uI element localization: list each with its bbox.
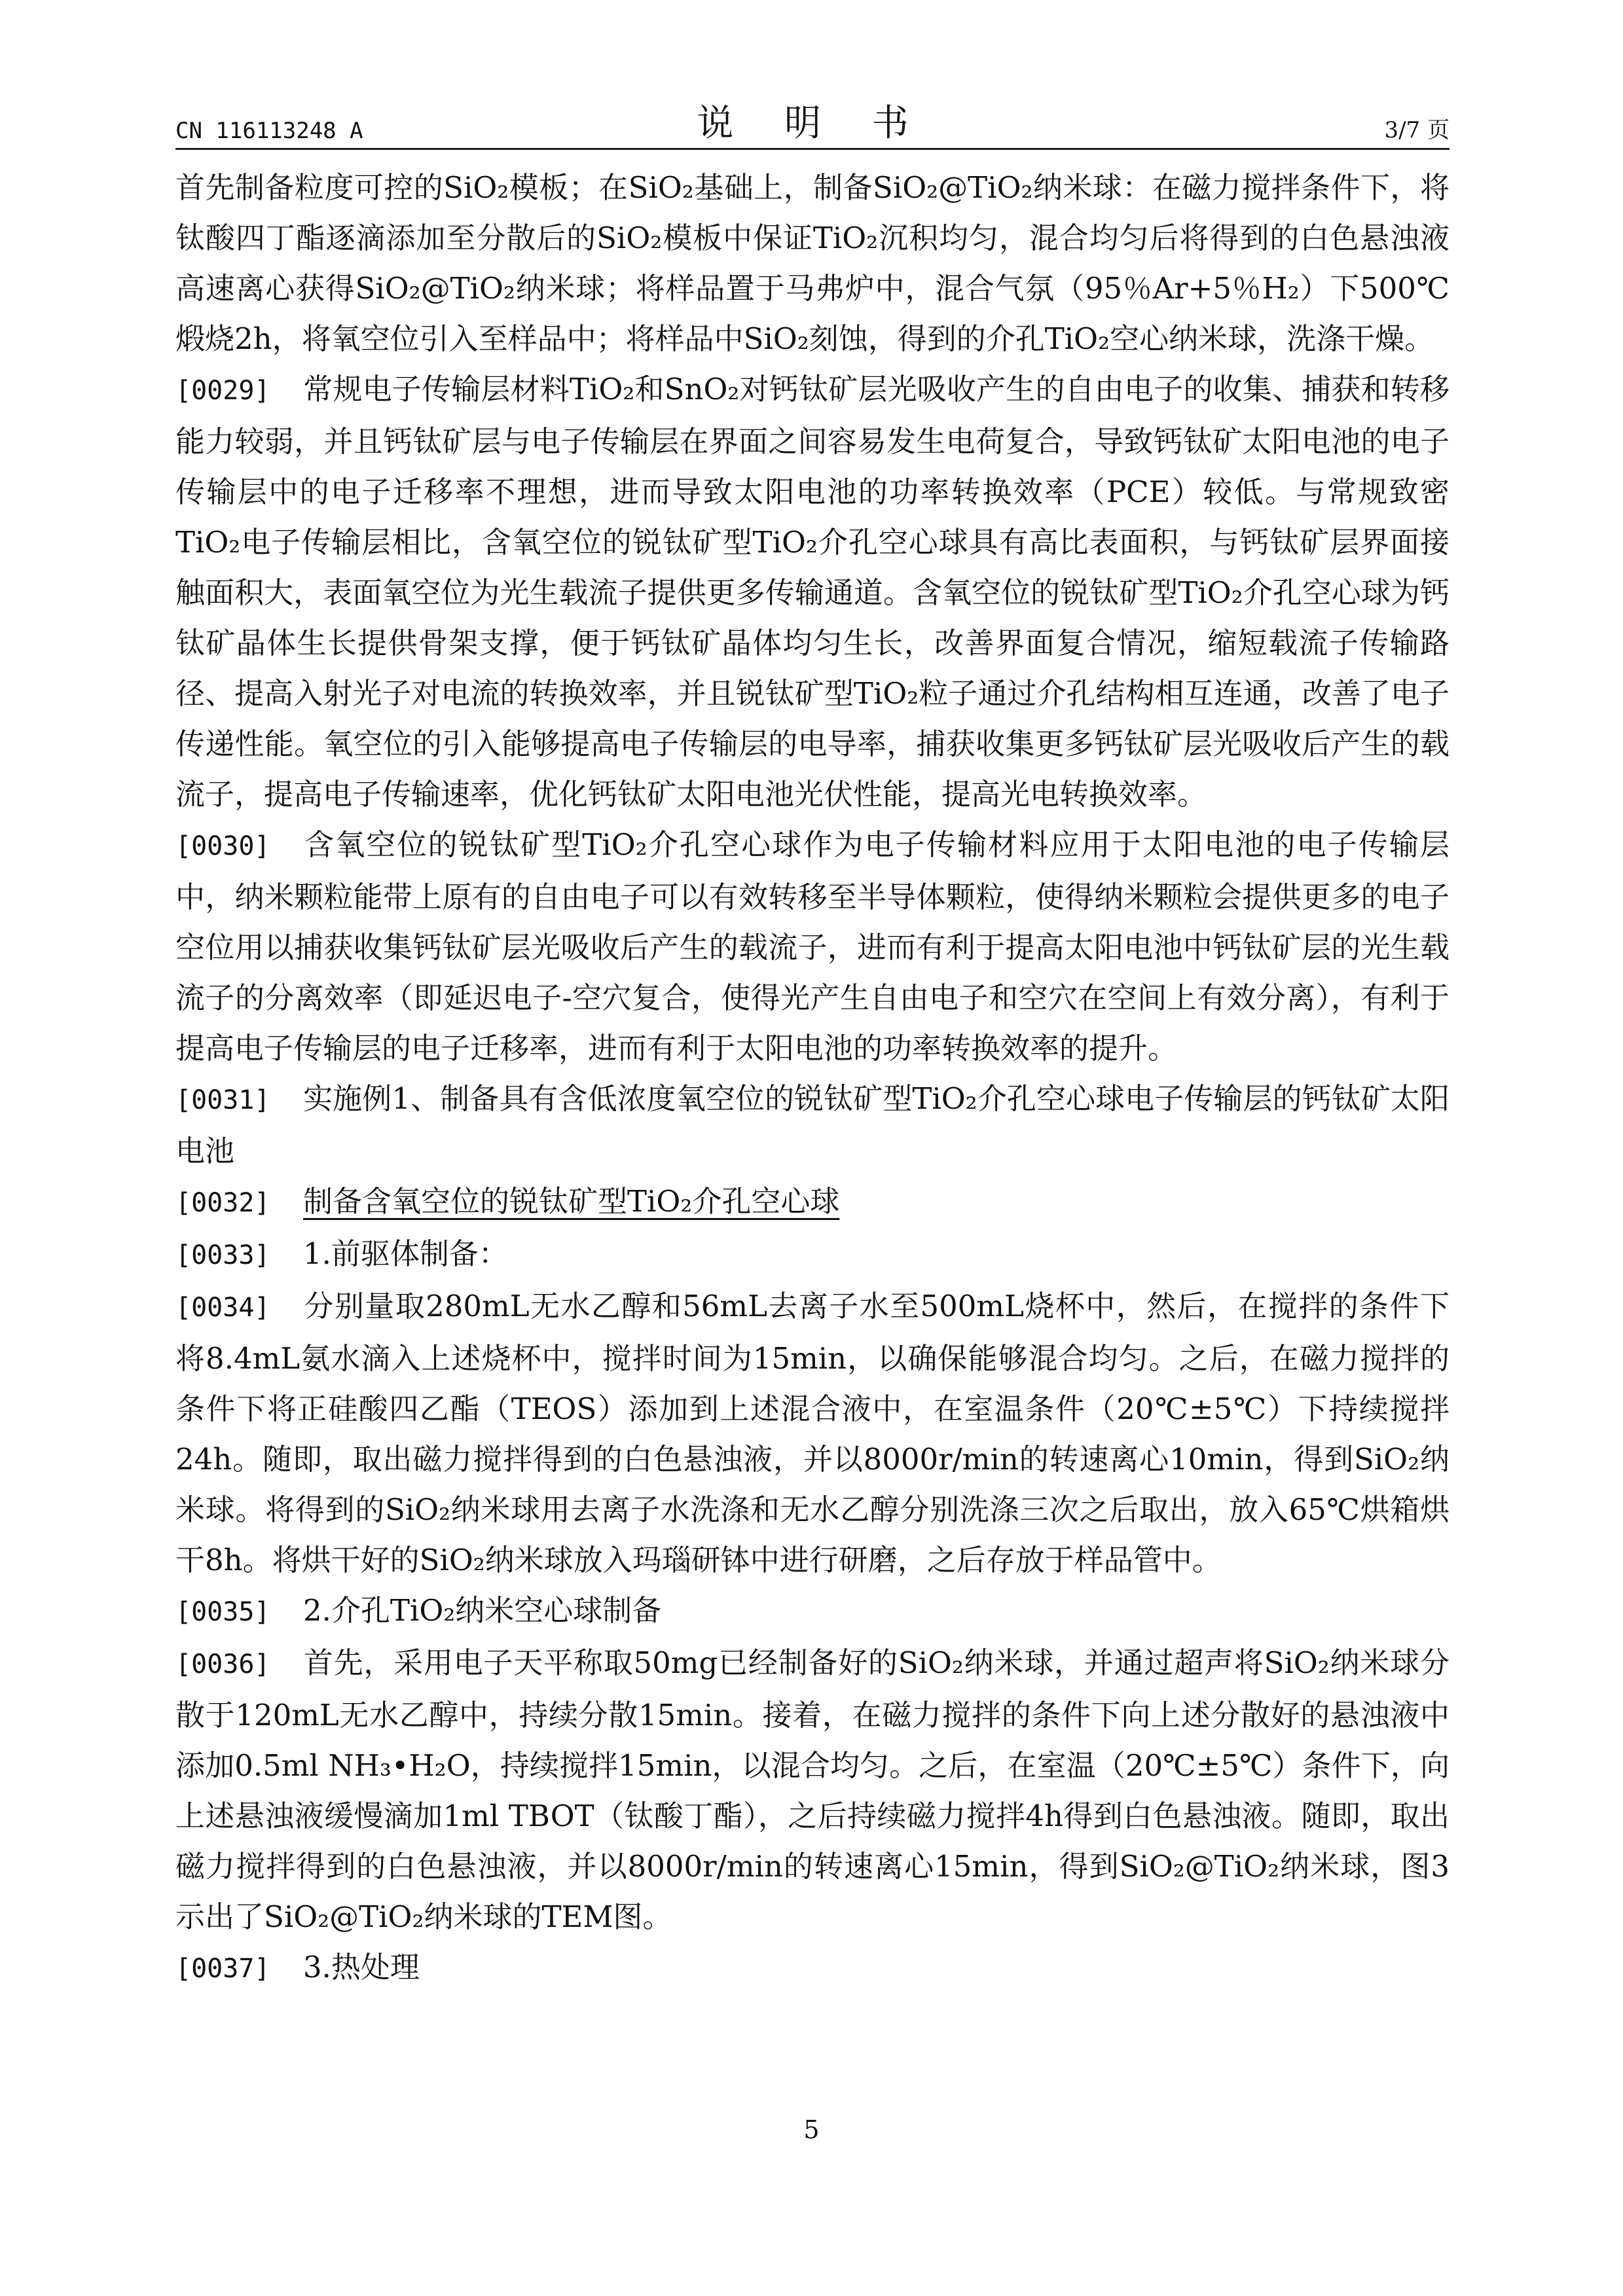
paragraph-text: 2.介孔TiO₂纳米空心球制备 xyxy=(303,1593,662,1628)
paragraph xyxy=(175,1176,1450,1229)
paragraph xyxy=(175,1073,1450,1176)
paragraph-number: [0029] xyxy=(175,376,270,406)
page-info: 3/7 页 xyxy=(1384,117,1450,143)
paragraph-text: 制备含氧空位的锐钛矿型TiO₂介孔空心球 xyxy=(303,1184,840,1219)
paragraph-text: 首先制备粒度可控的SiO₂模板；在SiO₂基础上，制备SiO₂@TiO₂纳米球：在磁力搅拌条件下，将钛酸四丁酯逐滴添加至分散后的SiO₂模板中保证TiO₂沉积均匀，混合均匀后将得到的白色悬浊液高速离心获得SiO₂@TiO₂纳米球；将样品置于马弗炉中，混合气氛（95％Ar+5％H₂）下500℃煅烧2h，将氧空位引入至样品中；将样品中SiO₂刻蚀，得到的介孔TiO₂空心纳米球，洗涤干燥。 xyxy=(175,170,1450,356)
paragraph xyxy=(175,1638,1450,1942)
paragraph-number: [0037] xyxy=(175,1954,270,1984)
paragraph-number: [0030] xyxy=(175,831,270,861)
paragraph-text: 3.热处理 xyxy=(303,1950,420,1984)
paragraph xyxy=(175,1942,1450,1994)
paragraph-text: 分别量取280mL无水乙醇和56mL去离子水至500mL烧杯中，然后，在搅拌的条件下将8.4mL氨水滴入上述烧杯中，搅拌时间为15min，以确保能够混合均匀。之后，在磁力搅拌的条件下将正硅酸四乙酯（TEOS）添加到上述混合液中，在室温条件（20℃±5℃）下持续搅拌24h。随即，取出磁力搅拌得到的白色悬浊液，并以8000r/min的转速离心10min，得到SiO₂纳米球。将得到的SiO₂纳米球用去离子水洗涤和无水乙醇分别洗涤三次之后取出，放入65℃烘箱烘干8h。将烘干好的SiO₂纳米球放入玛瑙研钵中进行研磨，之后存放于样品管中。 xyxy=(175,1289,1450,1577)
paragraph-number: [0036] xyxy=(175,1649,270,1679)
paragraph xyxy=(175,1229,1450,1281)
paragraph-text: 首先，采用电子天平称取50mg已经制备好的SiO₂纳米球，并通过超声将SiO₂纳米球分散于120mL无水乙醇中，持续分散15min。接着，在磁力搅拌的条件下向上述分散好的悬浊液中添加0.5ml NH₃•H₂O，持续搅拌15min，以混合均匀。之后，在室温（20℃±5℃）条件下，向上述悬浊液缓慢滴加1ml TBOT（钛酸丁酯），之后持续磁力搅拌4h得到白色悬浊液。随即，取出磁力搅拌得到的白色悬浊液，并以8000r/min的转速离心15min，得到SiO₂@TiO₂纳米球，图3示出了SiO₂@TiO₂纳米球的TEM图。 xyxy=(175,1645,1450,1934)
paragraph xyxy=(175,364,1450,819)
document-number: CN 116113248 A xyxy=(175,118,363,144)
paragraph xyxy=(175,819,1450,1073)
page-number: 5 xyxy=(803,2115,820,2144)
paragraph-text: 常规电子传输层材料TiO₂和SnO₂对钙钛矿层光吸收产生的自由电子的收集、捕获和转移能力较弱，并且钙钛矿层与电子传输层在界面之间容易发生电荷复合，导致钙钛矿太阳电池的电子传输层中的电子迁移率不理想，进而导致太阳电池的功率转换效率（PCE）较低。与常规致密TiO₂电子传输层相比，含氧空位的锐钛矿型TiO₂介孔空心球具有高比表面积，与钙钛矿层界面接触面积大，表面氧空位为光生载流子提供更多传输通道。含氧空位的锐钛矿型TiO₂介孔空心球为钙钛矿晶体生长提供骨架支撑，便于钙钛矿晶体均匀生长，改善界面复合情况，缩短载流子传输路径、提高入射光子对电流的转换效率，并且锐钛矿型TiO₂粒子通过介孔结构相互连通，改善了电子传递性能。氧空位的引入能够提高电子传输层的电导率，捕获收集更多钙钛矿层光吸收后产生的载流子，提高电子传输速率，优化钙钛矿太阳电池光伏性能，提高光电转换效率。 xyxy=(175,372,1450,812)
paragraph-text: 实施例1、制备具有含低浓度氧空位的锐钛矿型TiO₂介孔空心球电子传输层的钙钛矿太阳电池 xyxy=(175,1081,1450,1168)
paragraph-number: [0035] xyxy=(175,1597,270,1627)
document-title: 说 明 书 xyxy=(697,102,928,145)
paragraph xyxy=(175,162,1450,364)
paragraph-text: 含氧空位的锐钛矿型TiO₂介孔空心球作为电子传输材料应用于太阳电池的电子传输层中，纳米颗粒能带上原有的自由电子可以有效转移至半导体颗粒，使得纳米颗粒会提供更多的电子空位用以捕获收集钙钛矿层光吸收后产生的载流子，进而有利于提高太阳电池中钙钛矿层的光生载流子的分离效率（即延迟电子-空穴复合，使得光产生自由电子和空穴在空间上有效分离），有利于提高电子传输层的电子迁移率，进而有利于太阳电池的功率转换效率的提升。 xyxy=(175,827,1450,1066)
paragraph-number: [0031] xyxy=(175,1085,270,1115)
paragraph xyxy=(175,1281,1450,1585)
paragraph-number: [0033] xyxy=(175,1240,270,1270)
page-header xyxy=(175,97,1450,150)
paragraph-number: [0034] xyxy=(175,1293,270,1323)
paragraph-text: 1.前驱体制备： xyxy=(303,1236,508,1271)
paragraph xyxy=(175,1585,1450,1638)
paragraph-number: [0032] xyxy=(175,1188,270,1218)
document-body xyxy=(175,162,1450,1994)
